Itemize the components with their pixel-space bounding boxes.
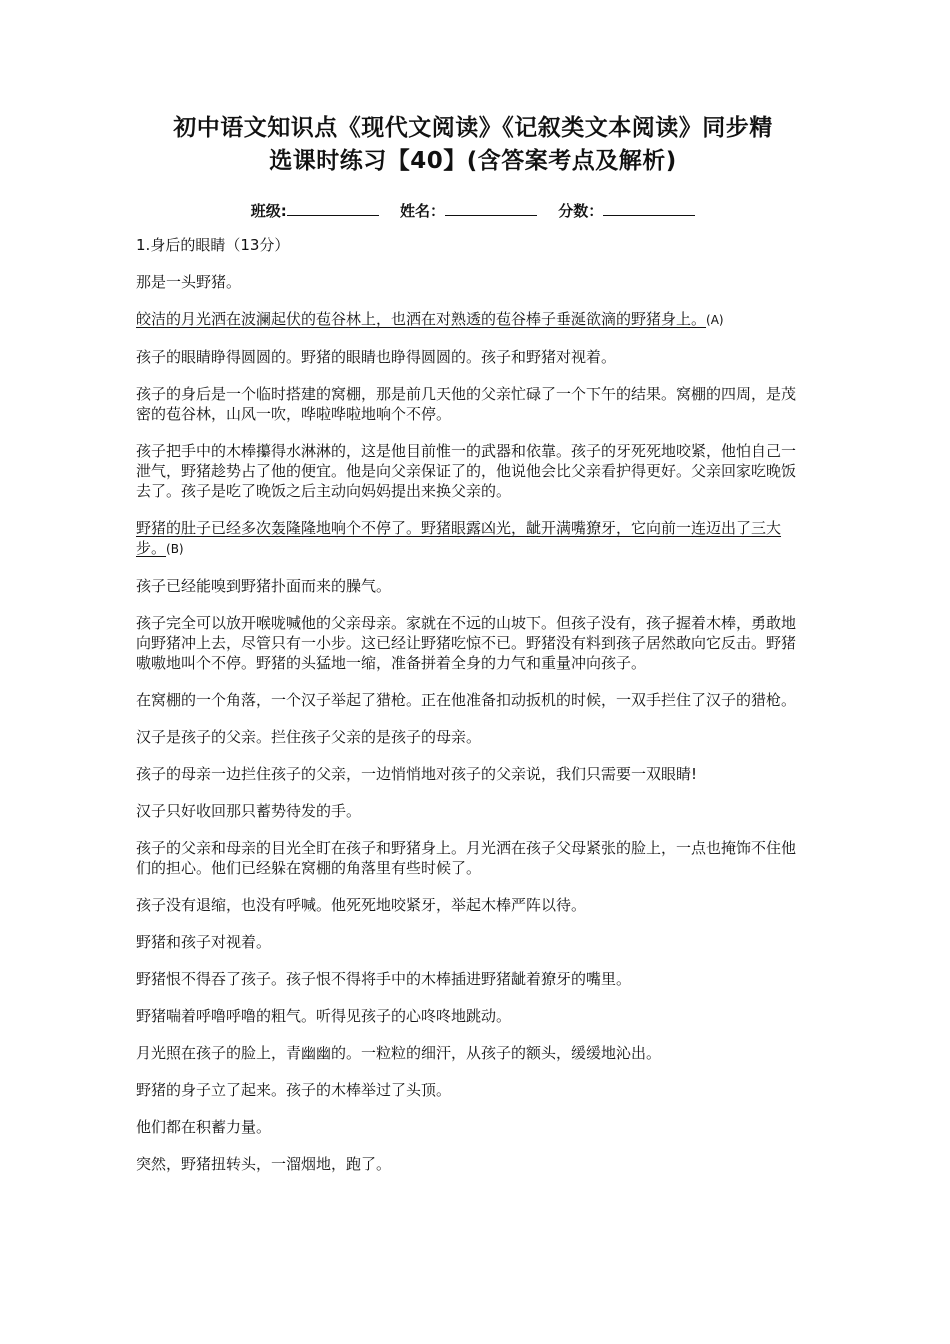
- name-label: 姓名：: [399, 202, 445, 220]
- class-label: 班级:: [250, 202, 287, 220]
- paragraph: 孩子没有退缩，也没有呼喊。他死死地咬紧牙，举起木棒严阵以待。: [136, 896, 587, 914]
- class-blank: [287, 201, 379, 216]
- paragraph: 孩子完全可以放开喉咙喊他的父亲母亲。家就在不远的山坡下。但孩子没有，孩子握着木棒，勇敢地向野猪冲上去，尽管只有一小步。这已经让野猪吃惊不已。野猪没有料到孩子居然敢向它反击。野猪嗷嗷地叫个不停。野猪的头猛地一缩，准备拼着全身的力气和重量冲向孩子。: [136, 614, 797, 672]
- paragraph: 在窝棚的一个角落，一个汉子举起了猎枪。正在他准备扣动扳机的时候，一双手拦住了汉子的猎枪。: [136, 691, 797, 709]
- paragraph: 孩子的身后是一个临时搭建的窝棚，那是前几天他的父亲忙碌了一个下午的结果。窝棚的四周，是茂密的苞谷林，山风一吹，哗啦哗啦地响个不停。: [136, 385, 797, 423]
- paragraph: 那是一头野猪。: [136, 273, 242, 291]
- paragraph: 汉子只好收回那只蓄势待发的手。: [136, 802, 362, 820]
- paragraph: 孩子的父亲和母亲的目光全盯在孩子和野猪身上。月光洒在孩子父母紧张的脸上，一点也掩饰不住他们的担心。他们已经躲在窝棚的角落里有些时候了。: [136, 839, 797, 877]
- paragraph: 他们都在积蓄力量。: [136, 1118, 272, 1136]
- paragraph: 孩子把手中的木棒攥得水淋淋的，这是他目前惟一的武器和依靠。孩子的牙死死地咬紧，他怕自己一泄气，野猪趁势占了他的便宜。他是向父亲保证了的，他说他会比父亲看护得更好。父亲回家吃晚饭去了。孩子是吃了晚饭之后主动向妈妈提出来换父亲的。: [136, 442, 797, 500]
- document-title: [136, 112, 810, 178]
- reading-passage: [136, 235, 810, 1174]
- paragraph: 月光照在孩子的脸上，青幽幽的。一粒粒的细汗，从孩子的额头，缓缓地沁出。: [136, 1044, 662, 1062]
- paragraph: 孩子的眼睛睁得圆圆的。野猪的眼睛也睁得圆圆的。孩子和野猪对视着。: [136, 348, 617, 366]
- underlined-text-b: 野猪的肚子已经多次轰隆隆地响个不停了。野猪眼露凶光，龇开满嘴獠牙，它向前一连迈出了三大步。: [136, 519, 782, 557]
- underlined-text-a: 皎洁的月光洒在波澜起伏的苞谷林上，也洒在对熟透的苞谷棒子垂涎欲滴的野猪身上。: [136, 310, 707, 328]
- paragraph: 野猪的身子立了起来。孩子的木棒举过了头顶。: [136, 1081, 452, 1099]
- mark-b: (B): [166, 542, 184, 556]
- title-line-2: 选课时练习【40】(含答案考点及解析): [269, 148, 677, 174]
- underlined-sentence-b: [136, 518, 810, 559]
- paragraph: 孩子的母亲一边拦住孩子的父亲，一边悄悄地对孩子的父亲说，我们只需要一双眼睛!: [136, 765, 698, 783]
- document-page: [136, 112, 810, 1191]
- title-line-1: 初中语文知识点《现代文阅读》《记叙类文本阅读》同步精: [173, 115, 773, 141]
- mark-a: (A): [706, 313, 724, 327]
- student-info-line: [136, 200, 810, 221]
- paragraph: 突然，野猪扭转头，一溜烟地，跑了。: [136, 1155, 392, 1173]
- underlined-sentence-a: [136, 309, 810, 330]
- score-label: 分数：: [558, 202, 604, 220]
- question-number: 1.: [136, 236, 151, 254]
- paragraph: 野猪和孩子对视着。: [136, 933, 272, 951]
- score-blank: [603, 201, 695, 216]
- paragraph: 野猪恨不得吞了孩子。孩子恨不得将手中的木棒插进野猪龇着獠牙的嘴里。: [136, 970, 632, 988]
- question-title: 身后的眼睛（13分）: [150, 236, 290, 254]
- paragraph: 孩子已经能嗅到野猪扑面而来的臊气。: [136, 577, 392, 595]
- paragraph: 汉子是孩子的父亲。拦住孩子父亲的是孩子的母亲。: [136, 728, 482, 746]
- name-blank: [445, 201, 537, 216]
- paragraph: 野猪喘着呼噜呼噜的粗气。听得见孩子的心咚咚地跳动。: [136, 1007, 512, 1025]
- question-heading: [136, 235, 810, 255]
